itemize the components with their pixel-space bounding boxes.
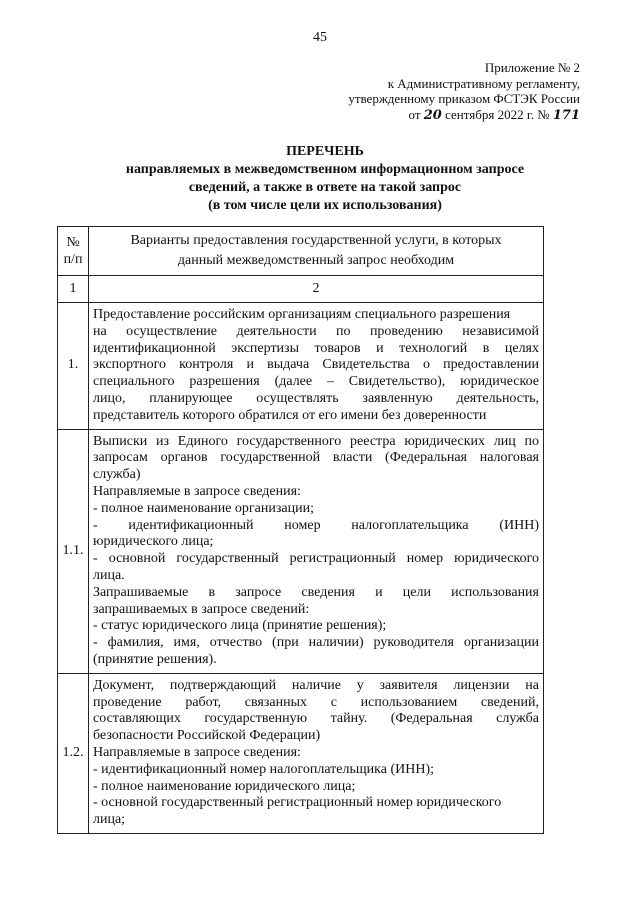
text-line: Документ, подтверждающий наличие у заявителя лицензии на	[93, 677, 539, 693]
appendix-line: утвержденному приказом ФСТЭК России	[348, 91, 580, 106]
appendix-line: Приложение № 2	[484, 60, 580, 75]
table-header-row	[58, 227, 544, 276]
text-line: - основной государственный регистрационный номер юридического	[93, 795, 502, 811]
header-text-cell	[89, 227, 544, 276]
text-line: идентификационной экспертизы товаров и технологий в целях	[93, 340, 539, 356]
handwritten-number: 171	[552, 107, 580, 123]
text-line: Направляемые в запросе сведения:	[93, 744, 301, 760]
text-line: - фамилия, имя, отчество (при наличии) руководителя организации	[93, 635, 539, 651]
text-line: служба)	[93, 467, 141, 483]
text-line: Выписки из Единого государственного реестра юридических лиц по	[93, 433, 539, 449]
text-line: лица;	[93, 812, 126, 828]
text-line: - основной государственный регистрационный номер юридического	[93, 551, 539, 567]
title-line: сведений, а также в ответе на такой запрос	[188, 180, 462, 195]
requests-table	[57, 226, 544, 834]
date-month-year: сентября 2022 г. №	[445, 106, 550, 122]
text-line: составляющих государственную тайну. (Федеральная служба	[93, 711, 539, 727]
header-text-line: Варианты предоставления государственной услуги, в которых	[130, 233, 502, 248]
text-line: запрашиваемых в запросе сведений:	[93, 601, 310, 617]
title-line: направляемых в межведомственном информационном запросе	[125, 162, 525, 177]
text-line: проведение работ, связанных с использованием сведений,	[93, 694, 539, 710]
text-line: Направляемые в запросе сведения:	[93, 483, 301, 499]
table-row	[58, 303, 544, 430]
text-line: лица.	[93, 567, 125, 583]
text-line: Запрашиваемые в запросе сведения и цели использования	[93, 584, 539, 600]
text-line: безопасности Российской Федерации)	[93, 728, 321, 744]
row-text	[89, 303, 544, 430]
table-row	[58, 429, 544, 673]
text-line: (принятие решения).	[93, 651, 217, 667]
text-line: - полное наименование юридического лица;	[93, 778, 356, 794]
appendix-line: к Административному регламенту,	[387, 75, 580, 91]
row-number: 1.2.	[58, 673, 89, 833]
column-number-row	[58, 276, 544, 303]
handwritten-day: 20	[423, 107, 442, 123]
title-line: (в том числе цели их использования)	[208, 198, 442, 213]
table-row	[58, 673, 544, 833]
row-number: 1.	[58, 303, 89, 430]
title-line: ПЕРЕЧЕНЬ	[286, 144, 364, 159]
appendix-date-line	[348, 107, 580, 124]
header-num-line: п/п	[63, 252, 83, 267]
text-line: - идентификационный номер налогоплательщика (ИНН)	[93, 517, 539, 533]
page-number: 45	[313, 30, 327, 45]
text-line: запросам органов государственной власти (Федеральная налоговая	[93, 450, 539, 466]
text-line: экспортного контроля и выдача Свидетельства о предоставлении	[93, 357, 539, 373]
column-number-cell: 1	[58, 276, 89, 303]
text-line: юридического лица;	[93, 534, 214, 550]
text-line: специального разрешения (далее – Свидетельство), юридическое	[93, 374, 539, 390]
date-prefix: от	[408, 106, 421, 122]
header-num-cell	[58, 227, 89, 276]
text-line: - идентификационный номер налогоплательщика (ИНН);	[93, 761, 434, 777]
text-line: Предоставление российским организациям специального разрешения	[93, 307, 511, 322]
text-line: - полное наименование организации;	[93, 500, 314, 516]
header-num-line: №	[66, 235, 80, 250]
row-text	[89, 673, 544, 833]
row-number: 1.1.	[58, 429, 89, 673]
text-line: - статус юридического лица (принятие решения);	[93, 618, 387, 634]
document-title	[60, 143, 590, 215]
text-line: лицо, планирующее осуществлять заявленную деятельность,	[93, 390, 539, 406]
column-number-cell: 2	[89, 276, 544, 303]
text-line: представитель которого обратился от его имени без доверенности	[93, 407, 487, 423]
header-text-line: данный межведомственный запрос необходим	[177, 253, 455, 268]
row-text	[89, 429, 544, 673]
text-line: на осуществление деятельности по проведению независимой	[93, 323, 539, 339]
appendix-header	[348, 60, 580, 123]
